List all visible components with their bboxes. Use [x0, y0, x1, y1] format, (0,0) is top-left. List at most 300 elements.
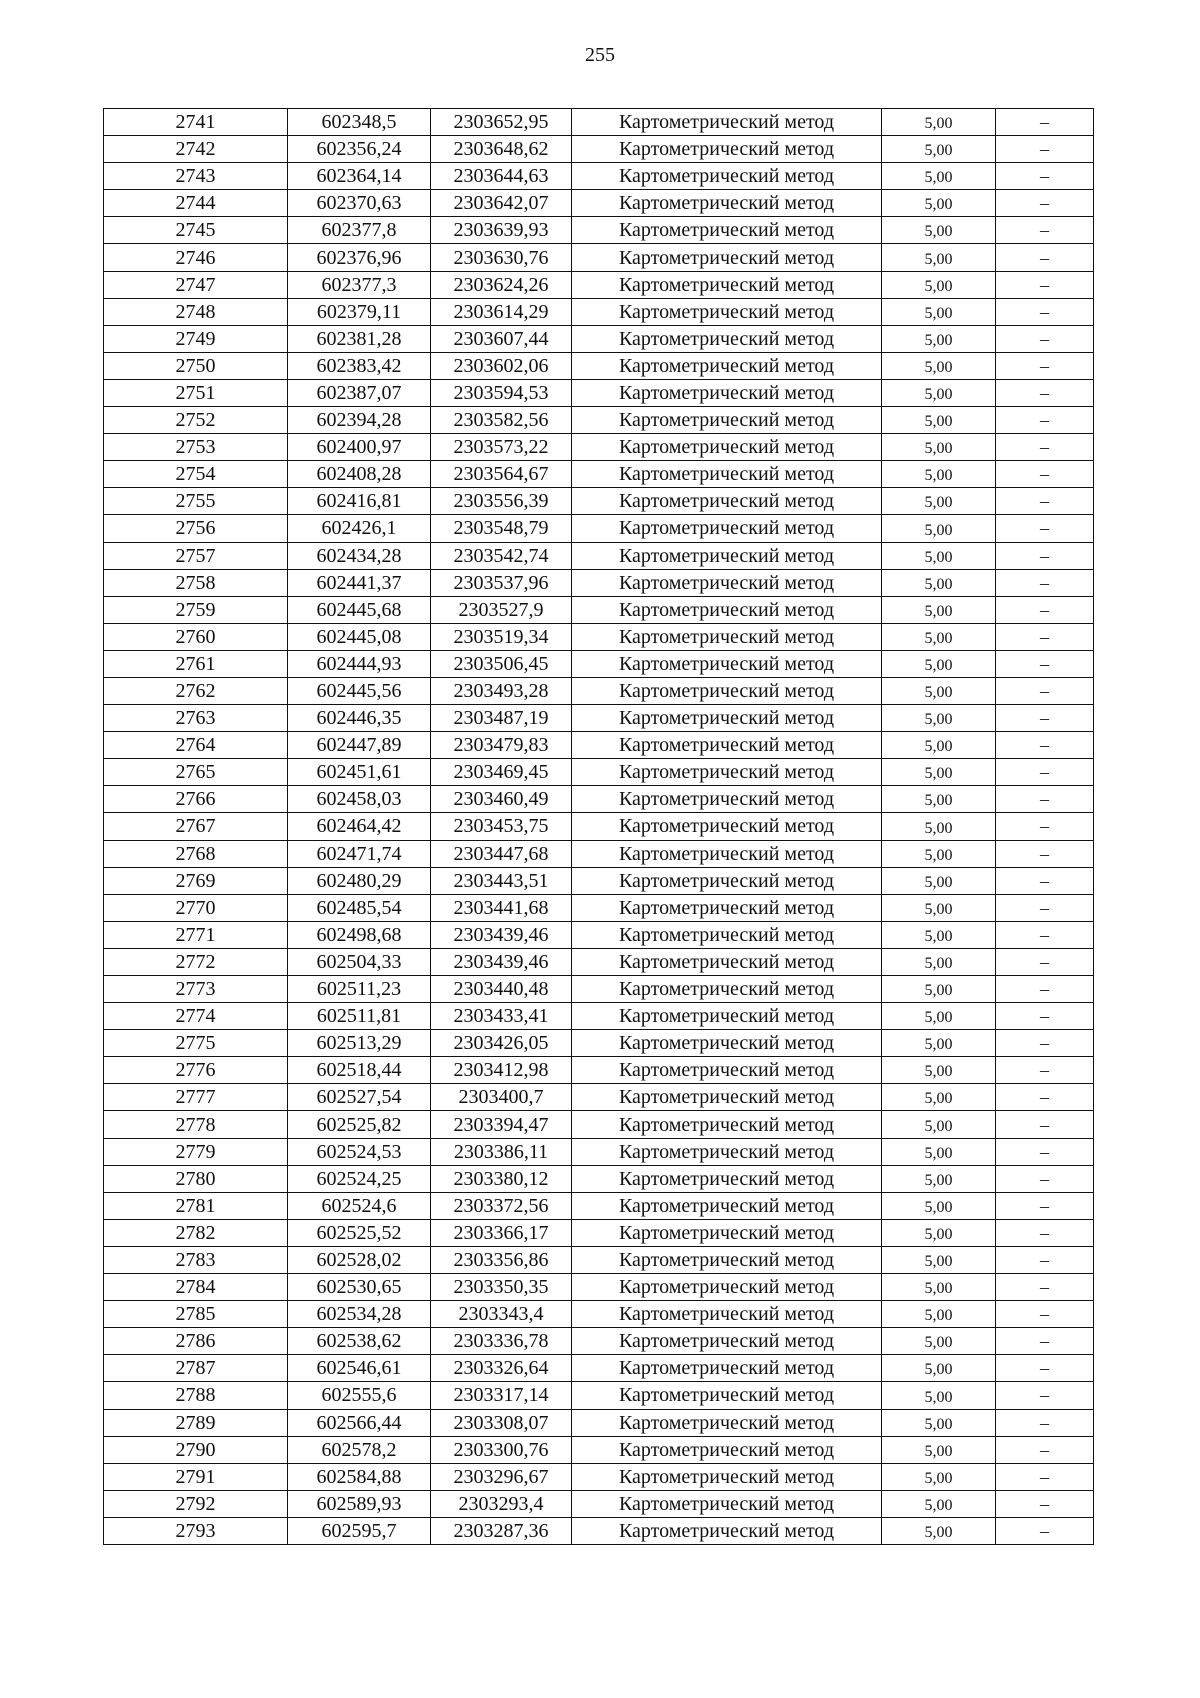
accuracy-cell: 5,00 [882, 813, 996, 840]
y-coordinate-cell: 2303440,48 [431, 976, 572, 1003]
x-coordinate-cell: 602511,81 [288, 1003, 431, 1030]
description-cell: – [996, 840, 1094, 867]
table-row [104, 1517, 1094, 1544]
y-coordinate-cell: 2303519,34 [431, 623, 572, 650]
accuracy-cell: 5,00 [882, 1219, 996, 1246]
y-coordinate-cell: 2303607,44 [431, 325, 572, 352]
y-coordinate-cell: 2303293,4 [431, 1490, 572, 1517]
x-coordinate-cell: 602445,56 [288, 677, 431, 704]
method-cell: Картометрический метод [572, 407, 882, 434]
x-coordinate-cell: 602504,33 [288, 948, 431, 975]
description-cell: – [996, 1382, 1094, 1409]
description-cell: – [996, 677, 1094, 704]
x-coordinate-cell: 602524,6 [288, 1192, 431, 1219]
accuracy-cell: 5,00 [882, 379, 996, 406]
y-coordinate-cell: 2303350,35 [431, 1274, 572, 1301]
method-cell: Картометрический метод [572, 1517, 882, 1544]
description-cell: – [996, 352, 1094, 379]
point-number-cell: 2747 [104, 271, 288, 298]
point-number-cell: 2769 [104, 867, 288, 894]
method-cell: Картометрический метод [572, 1246, 882, 1273]
x-coordinate-cell: 602434,28 [288, 542, 431, 569]
table-row [104, 1301, 1094, 1328]
method-cell: Картометрический метод [572, 948, 882, 975]
accuracy-cell: 5,00 [882, 894, 996, 921]
accuracy-cell: 5,00 [882, 407, 996, 434]
point-number-cell: 2750 [104, 352, 288, 379]
point-number-cell: 2760 [104, 623, 288, 650]
point-number-cell: 2778 [104, 1111, 288, 1138]
description-cell: – [996, 190, 1094, 217]
accuracy-cell: 5,00 [882, 1003, 996, 1030]
x-coordinate-cell: 602525,82 [288, 1111, 431, 1138]
table-row [104, 921, 1094, 948]
x-coordinate-cell: 602578,2 [288, 1436, 431, 1463]
point-number-cell: 2756 [104, 515, 288, 542]
point-number-cell: 2741 [104, 109, 288, 136]
x-coordinate-cell: 602524,53 [288, 1138, 431, 1165]
description-cell: – [996, 1409, 1094, 1436]
method-cell: Картометрический метод [572, 271, 882, 298]
table-row [104, 840, 1094, 867]
description-cell: – [996, 1246, 1094, 1273]
description-cell: – [996, 1274, 1094, 1301]
description-cell: – [996, 1301, 1094, 1328]
method-cell: Картометрический метод [572, 1328, 882, 1355]
description-cell: – [996, 623, 1094, 650]
y-coordinate-cell: 2303386,11 [431, 1138, 572, 1165]
method-cell: Картометрический метод [572, 1463, 882, 1490]
y-coordinate-cell: 2303343,4 [431, 1301, 572, 1328]
accuracy-cell: 5,00 [882, 1246, 996, 1273]
point-number-cell: 2764 [104, 732, 288, 759]
y-coordinate-cell: 2303564,67 [431, 461, 572, 488]
table-row [104, 677, 1094, 704]
point-number-cell: 2765 [104, 759, 288, 786]
point-number-cell: 2774 [104, 1003, 288, 1030]
table-row [104, 759, 1094, 786]
coordinates-table-body [104, 109, 1094, 1545]
y-coordinate-cell: 2303326,64 [431, 1355, 572, 1382]
method-cell: Картометрический метод [572, 894, 882, 921]
accuracy-cell: 5,00 [882, 1436, 996, 1463]
description-cell: – [996, 1436, 1094, 1463]
y-coordinate-cell: 2303493,28 [431, 677, 572, 704]
table-row [104, 325, 1094, 352]
x-coordinate-cell: 602471,74 [288, 840, 431, 867]
y-coordinate-cell: 2303652,95 [431, 109, 572, 136]
x-coordinate-cell: 602348,5 [288, 109, 431, 136]
y-coordinate-cell: 2303443,51 [431, 867, 572, 894]
x-coordinate-cell: 602534,28 [288, 1301, 431, 1328]
accuracy-cell: 5,00 [882, 705, 996, 732]
method-cell: Картометрический метод [572, 217, 882, 244]
description-cell: – [996, 461, 1094, 488]
y-coordinate-cell: 2303624,26 [431, 271, 572, 298]
y-coordinate-cell: 2303400,7 [431, 1084, 572, 1111]
x-coordinate-cell: 602530,65 [288, 1274, 431, 1301]
description-cell: – [996, 1517, 1094, 1544]
description-cell: – [996, 759, 1094, 786]
table-row [104, 1355, 1094, 1382]
table-row [104, 705, 1094, 732]
description-cell: – [996, 217, 1094, 244]
accuracy-cell: 5,00 [882, 515, 996, 542]
table-row [104, 569, 1094, 596]
table-row [104, 109, 1094, 136]
point-number-cell: 2771 [104, 921, 288, 948]
accuracy-cell: 5,00 [882, 976, 996, 1003]
method-cell: Картометрический метод [572, 650, 882, 677]
point-number-cell: 2767 [104, 813, 288, 840]
method-cell: Картометрический метод [572, 732, 882, 759]
description-cell: – [996, 1355, 1094, 1382]
method-cell: Картометрический метод [572, 1030, 882, 1057]
table-row [104, 1409, 1094, 1436]
point-number-cell: 2773 [104, 976, 288, 1003]
x-coordinate-cell: 602446,35 [288, 705, 431, 732]
x-coordinate-cell: 602480,29 [288, 867, 431, 894]
method-cell: Картометрический метод [572, 759, 882, 786]
table-row [104, 190, 1094, 217]
accuracy-cell: 5,00 [882, 1057, 996, 1084]
y-coordinate-cell: 2303542,74 [431, 542, 572, 569]
x-coordinate-cell: 602441,37 [288, 569, 431, 596]
x-coordinate-cell: 602394,28 [288, 407, 431, 434]
x-coordinate-cell: 602377,8 [288, 217, 431, 244]
table-row [104, 813, 1094, 840]
x-coordinate-cell: 602528,02 [288, 1246, 431, 1273]
accuracy-cell: 5,00 [882, 759, 996, 786]
accuracy-cell: 5,00 [882, 948, 996, 975]
y-coordinate-cell: 2303317,14 [431, 1382, 572, 1409]
accuracy-cell: 5,00 [882, 1084, 996, 1111]
x-coordinate-cell: 602527,54 [288, 1084, 431, 1111]
point-number-cell: 2745 [104, 217, 288, 244]
y-coordinate-cell: 2303447,68 [431, 840, 572, 867]
point-number-cell: 2776 [104, 1057, 288, 1084]
accuracy-cell: 5,00 [882, 1463, 996, 1490]
accuracy-cell: 5,00 [882, 298, 996, 325]
point-number-cell: 2793 [104, 1517, 288, 1544]
accuracy-cell: 5,00 [882, 732, 996, 759]
point-number-cell: 2783 [104, 1246, 288, 1273]
method-cell: Картометрический метод [572, 542, 882, 569]
accuracy-cell: 5,00 [882, 1301, 996, 1328]
table-row [104, 1328, 1094, 1355]
table-row [104, 434, 1094, 461]
y-coordinate-cell: 2303380,12 [431, 1165, 572, 1192]
point-number-cell: 2772 [104, 948, 288, 975]
description-cell: – [996, 596, 1094, 623]
description-cell: – [996, 515, 1094, 542]
point-number-cell: 2755 [104, 488, 288, 515]
x-coordinate-cell: 602518,44 [288, 1057, 431, 1084]
method-cell: Картометрический метод [572, 705, 882, 732]
description-cell: – [996, 1138, 1094, 1165]
x-coordinate-cell: 602444,93 [288, 650, 431, 677]
point-number-cell: 2788 [104, 1382, 288, 1409]
table-row [104, 1382, 1094, 1409]
table-row [104, 407, 1094, 434]
accuracy-cell: 5,00 [882, 217, 996, 244]
table-row [104, 217, 1094, 244]
method-cell: Картометрический метод [572, 461, 882, 488]
x-coordinate-cell: 602525,52 [288, 1219, 431, 1246]
description-cell: – [996, 569, 1094, 596]
table-row [104, 379, 1094, 406]
y-coordinate-cell: 2303630,76 [431, 244, 572, 271]
page-number: 255 [585, 44, 615, 66]
table-row [104, 948, 1094, 975]
method-cell: Картометрический метод [572, 379, 882, 406]
point-number-cell: 2775 [104, 1030, 288, 1057]
accuracy-cell: 5,00 [882, 109, 996, 136]
description-cell: – [996, 1165, 1094, 1192]
point-number-cell: 2751 [104, 379, 288, 406]
table-row [104, 1057, 1094, 1084]
method-cell: Картометрический метод [572, 1436, 882, 1463]
y-coordinate-cell: 2303506,45 [431, 650, 572, 677]
x-coordinate-cell: 602451,61 [288, 759, 431, 786]
method-cell: Картометрический метод [572, 677, 882, 704]
table-row [104, 1138, 1094, 1165]
table-row [104, 488, 1094, 515]
x-coordinate-cell: 602377,3 [288, 271, 431, 298]
method-cell: Картометрический метод [572, 1355, 882, 1382]
point-number-cell: 2763 [104, 705, 288, 732]
y-coordinate-cell: 2303537,96 [431, 569, 572, 596]
point-number-cell: 2777 [104, 1084, 288, 1111]
accuracy-cell: 5,00 [882, 1274, 996, 1301]
x-coordinate-cell: 602555,6 [288, 1382, 431, 1409]
table-row [104, 461, 1094, 488]
description-cell: – [996, 786, 1094, 813]
accuracy-cell: 5,00 [882, 271, 996, 298]
point-number-cell: 2786 [104, 1328, 288, 1355]
description-cell: – [996, 1463, 1094, 1490]
y-coordinate-cell: 2303460,49 [431, 786, 572, 813]
description-cell: – [996, 1328, 1094, 1355]
y-coordinate-cell: 2303479,83 [431, 732, 572, 759]
table-row [104, 1084, 1094, 1111]
x-coordinate-cell: 602464,42 [288, 813, 431, 840]
point-number-cell: 2753 [104, 434, 288, 461]
method-cell: Картометрический метод [572, 298, 882, 325]
table-row [104, 542, 1094, 569]
y-coordinate-cell: 2303556,39 [431, 488, 572, 515]
method-cell: Картометрический метод [572, 1409, 882, 1436]
method-cell: Картометрический метод [572, 352, 882, 379]
method-cell: Картометрический метод [572, 1219, 882, 1246]
accuracy-cell: 5,00 [882, 1409, 996, 1436]
description-cell: – [996, 271, 1094, 298]
description-cell: – [996, 434, 1094, 461]
description-cell: – [996, 1084, 1094, 1111]
x-coordinate-cell: 602381,28 [288, 325, 431, 352]
description-cell: – [996, 109, 1094, 136]
accuracy-cell: 5,00 [882, 569, 996, 596]
point-number-cell: 2749 [104, 325, 288, 352]
accuracy-cell: 5,00 [882, 244, 996, 271]
accuracy-cell: 5,00 [882, 325, 996, 352]
table-row [104, 1463, 1094, 1490]
point-number-cell: 2780 [104, 1165, 288, 1192]
description-cell: – [996, 1219, 1094, 1246]
point-number-cell: 2789 [104, 1409, 288, 1436]
y-coordinate-cell: 2303573,22 [431, 434, 572, 461]
method-cell: Картометрический метод [572, 136, 882, 163]
x-coordinate-cell: 602376,96 [288, 244, 431, 271]
table-row [104, 352, 1094, 379]
point-number-cell: 2787 [104, 1355, 288, 1382]
point-number-cell: 2779 [104, 1138, 288, 1165]
method-cell: Картометрический метод [572, 488, 882, 515]
y-coordinate-cell: 2303644,63 [431, 163, 572, 190]
point-number-cell: 2781 [104, 1192, 288, 1219]
x-coordinate-cell: 602524,25 [288, 1165, 431, 1192]
description-cell: – [996, 163, 1094, 190]
method-cell: Картометрический метод [572, 1084, 882, 1111]
table-row [104, 732, 1094, 759]
description-cell: – [996, 1030, 1094, 1057]
x-coordinate-cell: 602498,68 [288, 921, 431, 948]
description-cell: – [996, 488, 1094, 515]
y-coordinate-cell: 2303527,9 [431, 596, 572, 623]
table-row [104, 1192, 1094, 1219]
coordinates-table [103, 108, 1094, 1545]
x-coordinate-cell: 602364,14 [288, 163, 431, 190]
x-coordinate-cell: 602356,24 [288, 136, 431, 163]
y-coordinate-cell: 2303366,17 [431, 1219, 572, 1246]
method-cell: Картометрический метод [572, 813, 882, 840]
table-row [104, 650, 1094, 677]
description-cell: – [996, 244, 1094, 271]
method-cell: Картометрический метод [572, 325, 882, 352]
table-row [104, 786, 1094, 813]
description-cell: – [996, 298, 1094, 325]
x-coordinate-cell: 602387,07 [288, 379, 431, 406]
point-number-cell: 2782 [104, 1219, 288, 1246]
point-number-cell: 2759 [104, 596, 288, 623]
y-coordinate-cell: 2303394,47 [431, 1111, 572, 1138]
table-row [104, 1219, 1094, 1246]
point-number-cell: 2757 [104, 542, 288, 569]
x-coordinate-cell: 602447,89 [288, 732, 431, 759]
x-coordinate-cell: 602546,61 [288, 1355, 431, 1382]
point-number-cell: 2762 [104, 677, 288, 704]
point-number-cell: 2784 [104, 1274, 288, 1301]
y-coordinate-cell: 2303356,86 [431, 1246, 572, 1273]
x-coordinate-cell: 602458,03 [288, 786, 431, 813]
description-cell: – [996, 379, 1094, 406]
accuracy-cell: 5,00 [882, 190, 996, 217]
accuracy-cell: 5,00 [882, 1355, 996, 1382]
y-coordinate-cell: 2303648,62 [431, 136, 572, 163]
method-cell: Картометрический метод [572, 1382, 882, 1409]
y-coordinate-cell: 2303300,76 [431, 1436, 572, 1463]
accuracy-cell: 5,00 [882, 1517, 996, 1544]
point-number-cell: 2758 [104, 569, 288, 596]
point-number-cell: 2748 [104, 298, 288, 325]
accuracy-cell: 5,00 [882, 1490, 996, 1517]
x-coordinate-cell: 602370,63 [288, 190, 431, 217]
accuracy-cell: 5,00 [882, 542, 996, 569]
method-cell: Картометрический метод [572, 1192, 882, 1219]
x-coordinate-cell: 602379,11 [288, 298, 431, 325]
table-row [104, 894, 1094, 921]
x-coordinate-cell: 602400,97 [288, 434, 431, 461]
x-coordinate-cell: 602383,42 [288, 352, 431, 379]
accuracy-cell: 5,00 [882, 1192, 996, 1219]
table-row [104, 1111, 1094, 1138]
x-coordinate-cell: 602485,54 [288, 894, 431, 921]
x-coordinate-cell: 602408,28 [288, 461, 431, 488]
x-coordinate-cell: 602589,93 [288, 1490, 431, 1517]
description-cell: – [996, 948, 1094, 975]
description-cell: – [996, 1192, 1094, 1219]
table-row [104, 136, 1094, 163]
y-coordinate-cell: 2303582,56 [431, 407, 572, 434]
method-cell: Картометрический метод [572, 1138, 882, 1165]
accuracy-cell: 5,00 [882, 434, 996, 461]
y-coordinate-cell: 2303614,29 [431, 298, 572, 325]
accuracy-cell: 5,00 [882, 1328, 996, 1355]
method-cell: Картометрический метод [572, 515, 882, 542]
y-coordinate-cell: 2303372,56 [431, 1192, 572, 1219]
point-number-cell: 2770 [104, 894, 288, 921]
point-number-cell: 2766 [104, 786, 288, 813]
method-cell: Картометрический метод [572, 976, 882, 1003]
method-cell: Картометрический метод [572, 840, 882, 867]
accuracy-cell: 5,00 [882, 867, 996, 894]
x-coordinate-cell: 602416,81 [288, 488, 431, 515]
table-row [104, 1165, 1094, 1192]
y-coordinate-cell: 2303308,07 [431, 1409, 572, 1436]
y-coordinate-cell: 2303639,93 [431, 217, 572, 244]
accuracy-cell: 5,00 [882, 461, 996, 488]
y-coordinate-cell: 2303548,79 [431, 515, 572, 542]
y-coordinate-cell: 2303439,46 [431, 921, 572, 948]
description-cell: – [996, 1490, 1094, 1517]
accuracy-cell: 5,00 [882, 1111, 996, 1138]
accuracy-cell: 5,00 [882, 623, 996, 650]
method-cell: Картометрический метод [572, 786, 882, 813]
accuracy-cell: 5,00 [882, 650, 996, 677]
table-row [104, 623, 1094, 650]
point-number-cell: 2743 [104, 163, 288, 190]
table-row [104, 298, 1094, 325]
y-coordinate-cell: 2303287,36 [431, 1517, 572, 1544]
table-row [104, 1436, 1094, 1463]
point-number-cell: 2761 [104, 650, 288, 677]
table-row [104, 1246, 1094, 1273]
method-cell: Картометрический метод [572, 623, 882, 650]
y-coordinate-cell: 2303453,75 [431, 813, 572, 840]
description-cell: – [996, 894, 1094, 921]
table-row [104, 976, 1094, 1003]
method-cell: Картометрический метод [572, 1165, 882, 1192]
description-cell: – [996, 732, 1094, 759]
description-cell: – [996, 705, 1094, 732]
method-cell: Картометрический метод [572, 1057, 882, 1084]
accuracy-cell: 5,00 [882, 677, 996, 704]
accuracy-cell: 5,00 [882, 488, 996, 515]
method-cell: Картометрический метод [572, 163, 882, 190]
method-cell: Картометрический метод [572, 1111, 882, 1138]
y-coordinate-cell: 2303642,07 [431, 190, 572, 217]
x-coordinate-cell: 602584,88 [288, 1463, 431, 1490]
